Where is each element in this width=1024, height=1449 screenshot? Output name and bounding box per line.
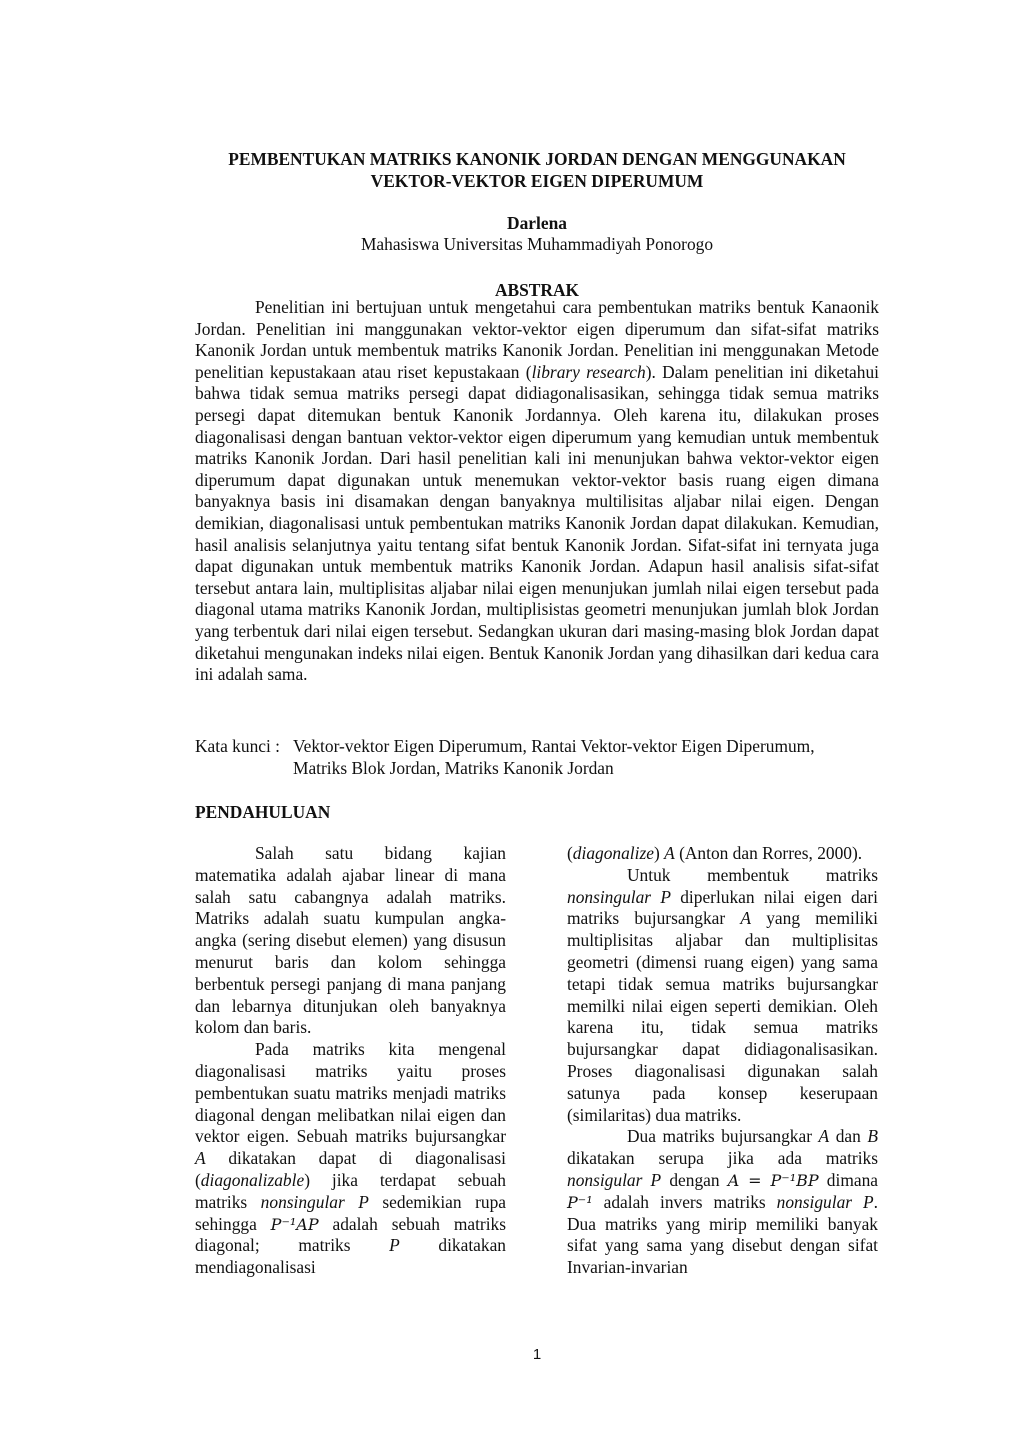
- keywords-line-2: Matriks Blok Jordan, Matriks Kanonik Jordan: [293, 758, 614, 778]
- math-expression: A = P⁻¹BP: [727, 1170, 819, 1190]
- paper-title: [195, 148, 879, 192]
- abstract-text: Penelitian ini bertujuan untuk mengetahui cara pembentukan matriks bentuk Kanaonik Jordan. Penelitian ini manggunakan vektor-vektor eigen diperumum dan sifat-sifat matriks Kanonik Jordan untuk membentuk matriks Kanonik Jordan. Penelitian ini menggunakan Metode penelitian kepustakaan atau riset kepustakaan (library research). Dalam penelitian ini diketahui bahwa tidak semua matriks persegi dapat didiagonalisasikan, sehingga tidak semua matriks persegi dapat ditemukan bentuk Kanonik Jordannya. Oleh karena itu, dilakukan proses diagonalisasi dengan bantuan vektor-vektor eigen diperumum yang kemudian untuk membentuk matriks Kanonik Jordan. Dari hasil penelitian kali ini menunjukan bahwa vektor-vektor eigen diperumum dapat digunakan untuk menemukan vektor-vektor basis ruang eigen dimana banyaknya basis ini disamakan dengan banyaknya multilisitas aljabar nilai eigen. Dengan demikian, diagonalisasi untuk pembentukan matriks Kanonik Jordan dapat dilakukan. Kemudian, hasil analisis selanjutnya yaitu tentang sifat bentuk Kanonik Jordan. Sifat-sifat ini ternyata juga dapat digunakan untuk membentuk matriks Kanonik Jordan. Adapun hasil analisis sifat-sifat tersebut antara lain, multiplisitas aljabar nilai eigen menunjukan jumlah nilai eigen tersebut pada diagonal utama matriks Kanonik Jordan, multiplisistas geometri menunjukan jumlah blok Jordan yang terbentuk dari nilai eigen tersebut. Sedangkan ukuran dari masing-masing blok Jordan dapat diketahui mengunakan indeks nilai eigen. Bentuk Kanonik Jordan yang dihasilkan dari kedua cara ini adalah sama.: [195, 297, 879, 685]
- right-paragraph-2: Untuk membentuk matriks nonsingular P diperlukan nilai eigen dari matriks bujursangkar A yang memiliki multiplisitas aljabar dan multiplisitas geometri (dimensi ruang eigen) yang sama tetapi tidak semua matriks bujursangkar memilki nilai eigen seperti demikian. Oleh karena itu, tidak semua matriks bujursangkar dapat didiagonalisasikan. Proses diagonalisasi digunakan salah satunya pada konsep keserupaan (similaritas) dua matriks.: [567, 864, 879, 1125]
- left-column: [195, 843, 506, 1279]
- author-name: Darlena: [507, 213, 567, 233]
- right-paragraph-3: Dua matriks bujursangkar A dan B dikatakan serupa jika ada matriks nonsigular P dengan A = P⁻¹BP dimana P⁻¹ adalah invers matriks nonsigular P. Dua matriks yang mirip memiliki banyak sifat yang sama yang disebut dengan sifat Invarian-invarian: [567, 1126, 879, 1278]
- title-line-2: VEKTOR-VEKTOR EIGEN DIPERUMUM: [370, 171, 704, 191]
- math-expression: P⁻¹AP: [270, 1214, 319, 1234]
- right-column: [567, 843, 878, 1279]
- keywords-line-1: Vektor-vektor Eigen Diperumum, Rantai Vektor-vektor Eigen Diperumum,: [293, 736, 815, 756]
- math-expression: P⁻¹: [567, 1192, 593, 1212]
- keywords-label: Kata kunci :: [195, 736, 280, 756]
- right-paragraph-1: (diagonalize) A (Anton dan Rorres, 2000).: [567, 843, 863, 863]
- left-paragraph-1: Salah satu bidang kajian matematika adalah ajabar linear di mana salah satu cabangnya adalah matriks. Matriks adalah suatu kumpulan angka-angka (sering disebut elemen) yang disusun menurut baris dan kolom sehingga berbentuk persegi panjang di mana panjang dan lebarnya ditunjukan oleh banyaknya kolom dan baris.: [195, 843, 506, 1038]
- title-line-1: PEMBENTUKAN MATRIKS KANONIK JORDAN DENGAN MENGGUNAKAN: [228, 149, 846, 169]
- page-number: 1: [532, 1346, 542, 1363]
- left-paragraph-2: Pada matriks kita mengenal diagonalisasi matriks yaitu proses pembentukan suatu matriks menjadi matriks diagonal dengan melibatkan nilai eigen dan vektor eigen. Sebuah matriks bujursangkar A dikatakan dapat di diagonalisasi (diagonalizable) jika terdapat sebuah matriks nonsingular P sedemikian rupa sehingga P⁻¹AP adalah sebuah matriks diagonal; matriks P dikatakan mendiagonalisasi: [195, 1039, 506, 1278]
- author-affiliation: Mahasiswa Universitas Muhammadiyah Ponorogo: [360, 234, 714, 254]
- section-heading: PENDAHULUAN: [195, 802, 331, 822]
- abstract-heading: ABSTRAK: [494, 280, 580, 300]
- keywords: [195, 735, 879, 779]
